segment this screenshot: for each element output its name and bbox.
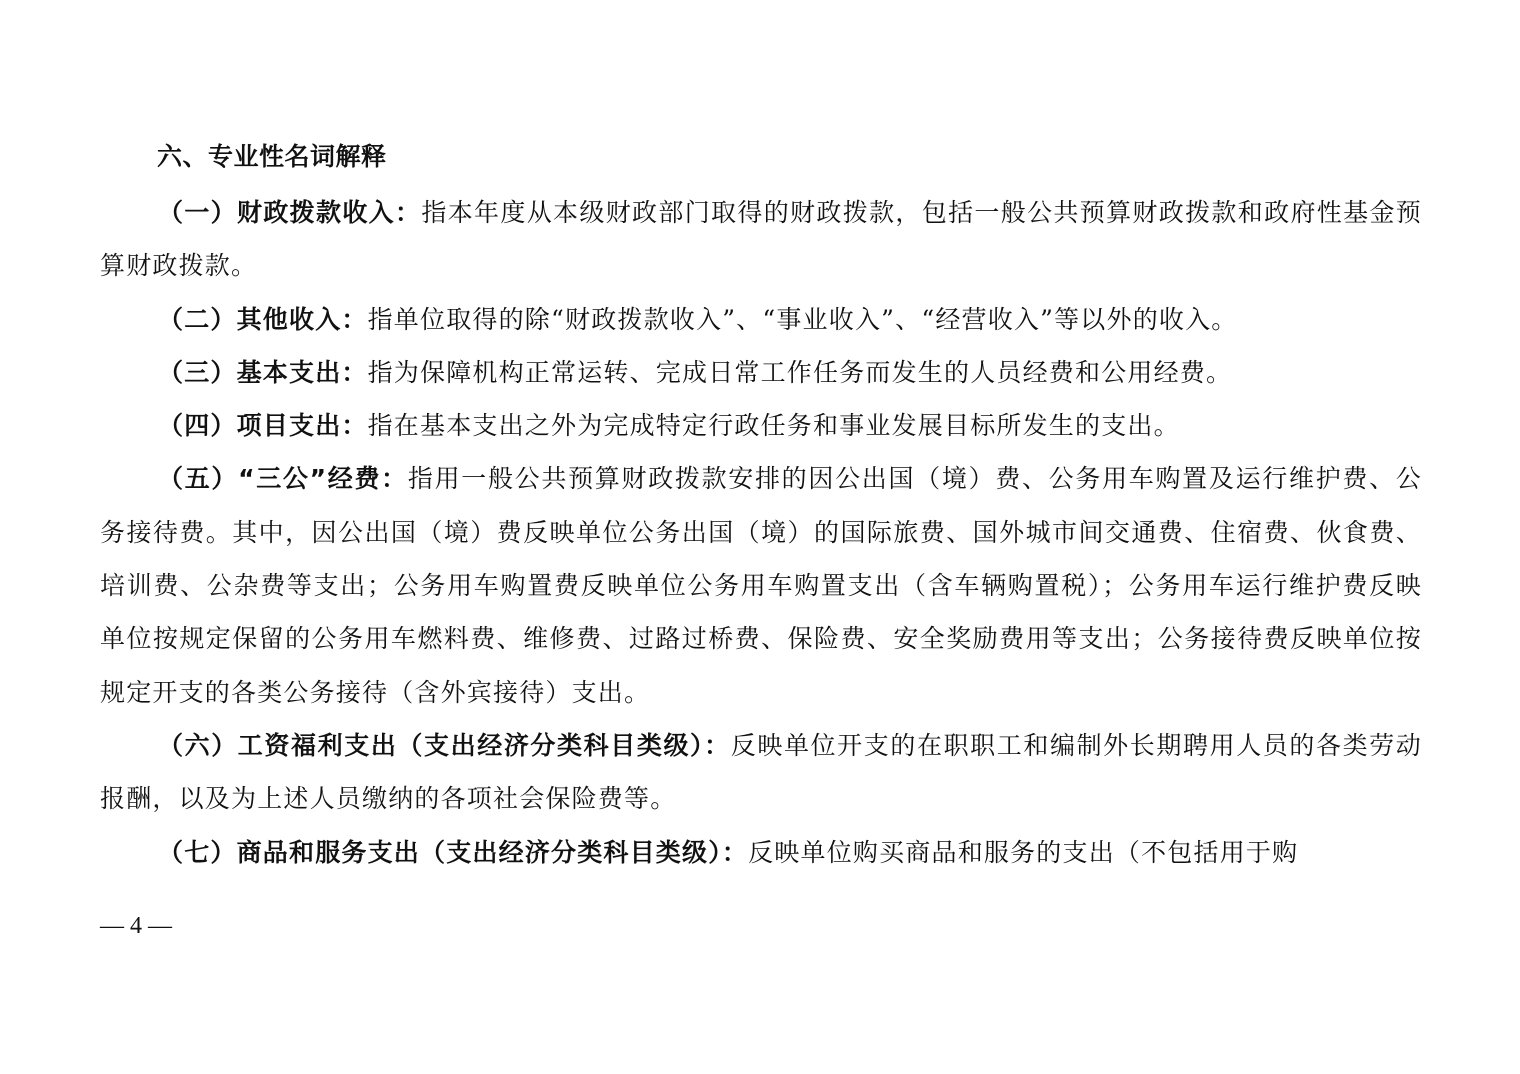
definition-term: （三）基本支出：	[158, 357, 368, 387]
definition-paragraph-7	[100, 826, 1422, 879]
definition-term: （一）财政拨款收入：	[158, 198, 422, 227]
definition-paragraph-5	[100, 452, 1422, 718]
definition-paragraph-6	[100, 719, 1422, 826]
definition-term: （七）商品和服务支出（支出经济分类科目类级）：	[158, 837, 749, 867]
definition-text: 反映单位开支的在职职工和编制外长期聘用人员的各类劳动报酬，以及为上述人员缴纳的各项社会保险费等。	[100, 730, 1423, 814]
definition-term: （四）项目支出：	[158, 411, 368, 441]
definition-term: （六）工资福利支出（支出经济分类科目类级）：	[158, 730, 731, 760]
definition-term: （二）其他收入：	[158, 304, 368, 334]
page-number: — 4 —	[100, 913, 172, 939]
definition-text: 指单位取得的除“财政拨款收入”、“事业收入”、“经营收入”等以外的收入。	[367, 304, 1238, 334]
definition-term: （五）“三公”经费：	[158, 464, 408, 494]
definitions-body	[100, 186, 1422, 879]
definition-text: 指为保障机构正常运转、完成日常工作任务而发生的人员经费和公用经费。	[367, 357, 1233, 387]
definition-paragraph-2	[100, 293, 1422, 346]
definition-text: 指在基本支出之外为完成特定行政任务和事业发展目标所发生的支出。	[367, 411, 1180, 441]
definition-text: 反映单位购买商品和服务的支出（不包括用于购	[748, 837, 1299, 867]
section-heading: 六、专业性名词解释	[157, 142, 387, 171]
definition-text: 指本年度从本级财政部门取得的财政拨款，包括一般公共预算财政拨款和政府性基金预算财政拨款。	[100, 198, 1422, 281]
definition-paragraph-1	[100, 186, 1422, 293]
definition-paragraph-4	[100, 399, 1422, 452]
definition-text: 指用一般公共预算财政拨款安排的因公出国（境）费、公务用车购置及运行维护费、公务接待费。其中，因公出国（境）费反映单位公务出国（境）的国际旅费、国外城市间交通费、住宿费、伙食费、培训费、公杂费等支出；公务用车购置费反映单位公务用车购置支出（含车辆购置税）；公务用车运行维护费反映单位按规定保留的公务用车燃料费、维修费、过路过桥费、保险费、安全奖励费用等支出；公务接待费反映单位按规定开支的各类公务接待（含外宾接待）支出。	[100, 464, 1422, 707]
definition-paragraph-3	[100, 346, 1422, 399]
